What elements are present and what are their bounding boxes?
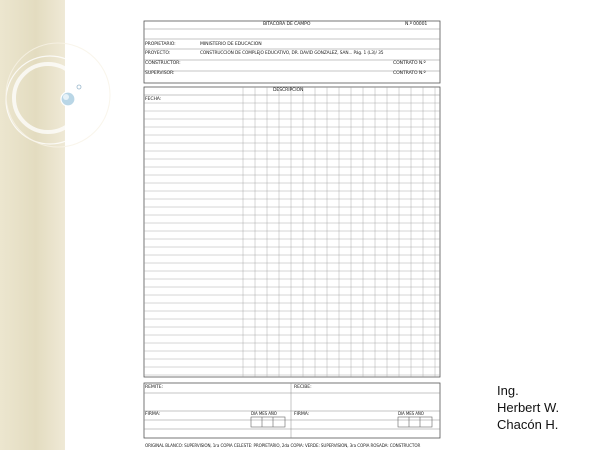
builder-contract: CONTRATO N.º bbox=[393, 61, 426, 66]
project-value: CONSTRUCCION DE COMPLEJO EDUCATIVO, DR. DAVID GONZALEZ, SAN... Pág. 1 (L3)/ 35 bbox=[200, 51, 384, 56]
form-grid bbox=[143, 20, 441, 452]
date-cols-right: DIA MES AÑO bbox=[398, 411, 424, 416]
signature-label-right: FIRMA: bbox=[294, 412, 310, 417]
form-title: BITACORA DE CAMPO bbox=[263, 22, 311, 27]
author-title: Ing. bbox=[497, 383, 519, 398]
description-header: DESCRIPCION bbox=[273, 88, 304, 93]
sender-label: REMITE: bbox=[145, 385, 163, 390]
receiver-label: RECIBE: bbox=[294, 385, 312, 390]
signature-label-left: FIRMA: bbox=[145, 412, 161, 417]
author-name-first: Herbert W. bbox=[497, 400, 560, 415]
bitacora-form bbox=[143, 20, 441, 452]
date-cols-left: DIA MES AÑO bbox=[251, 411, 277, 416]
supervisor-contract: CONTRATO N.º bbox=[393, 71, 426, 76]
owner-label: PROPIETARIO: bbox=[145, 42, 176, 47]
footer-copy-note: ORIGINAL BLANCO: SUPERVISION, 1ra COPIA CELESTE: PROPIETARIO, 2da COPIA: VERDE: SUPERVISION, 3ra COPIA ROSADA: CONSTRUCTOR bbox=[145, 443, 421, 448]
date-label: FECHA: bbox=[145, 97, 162, 102]
form-number: N.º 00001 bbox=[405, 22, 428, 27]
decorative-circles bbox=[0, 0, 130, 200]
author-block bbox=[497, 382, 597, 433]
supervisor-label: SUPERVISOR: bbox=[145, 71, 175, 76]
owner-value: MINISTERIO DE EDUCACION bbox=[200, 42, 262, 47]
project-label: PROYECTO: bbox=[145, 51, 171, 56]
author-name-last: Chacón H. bbox=[497, 417, 559, 432]
builder-label: CONSTRUCTOR: bbox=[145, 61, 181, 66]
